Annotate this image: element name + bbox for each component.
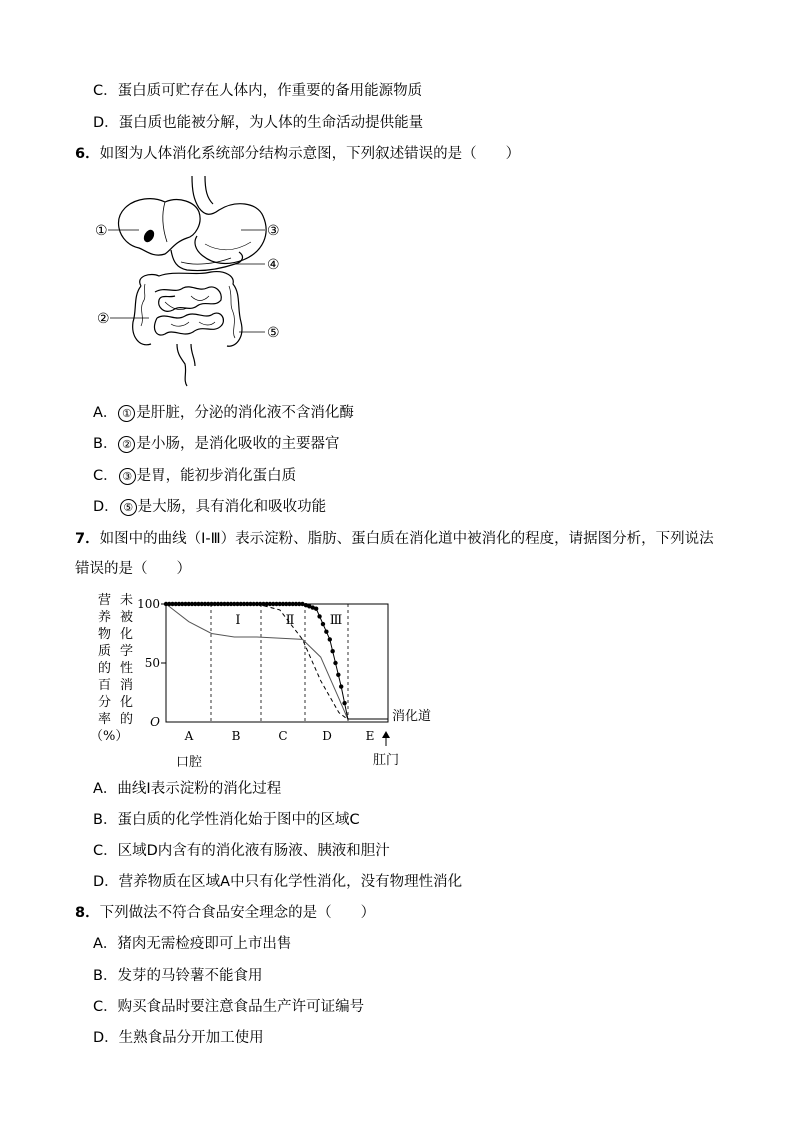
option-text: 是胃，能初步消化蛋白质: [136, 468, 297, 484]
x-axis-label: 消化道: [392, 709, 432, 724]
q7-number: 7．: [75, 531, 100, 547]
y-label-inner-char: 的: [120, 712, 134, 727]
y-tick-label: O: [150, 715, 160, 729]
curve-label-1: Ⅰ: [235, 613, 241, 628]
x-category-C: C: [278, 729, 288, 743]
y-label-inner-char: 被: [120, 610, 134, 625]
q8-option-d: D．生熟食品分开加工使用: [93, 1030, 264, 1046]
circled-number-3: ③: [119, 468, 136, 485]
y-tick-label: 100: [137, 597, 160, 611]
figure-label-1: ①: [95, 223, 108, 239]
option-text: 是小肠，是消化吸收的主要器官: [136, 436, 340, 452]
option-prefix: B．: [93, 436, 118, 452]
curve-dot: [330, 649, 334, 653]
q6-option-b: [93, 434, 339, 454]
q8-stem-text: 下列做法不符合食品安全理念的是（ ）: [99, 905, 376, 921]
q8-option-b: B．发芽的马铃薯不能食用: [93, 968, 263, 984]
curve-dot: [336, 673, 340, 677]
y-label-inner-char: 化: [120, 627, 134, 642]
curve-1: [166, 604, 348, 720]
curve-label-3: Ⅲ: [329, 613, 343, 628]
curve-label-2: Ⅱ: [285, 613, 295, 628]
curve-dot: [314, 607, 318, 611]
y-label-inner-char: 消: [120, 678, 134, 693]
y-label-outer-char: 百: [98, 678, 112, 693]
q7-stem-line1: [75, 529, 714, 549]
x-category-B: B: [231, 729, 241, 743]
curve-dot: [328, 637, 332, 641]
q5-option-c: C．蛋白质可贮存在人体内，作重要的备用能源物质: [93, 83, 423, 99]
y-axis-label-inner: [120, 592, 133, 727]
q6-stem: [75, 144, 520, 164]
q6-option-c: [93, 466, 296, 486]
q6-option-a: [93, 403, 354, 423]
q6-stem-text: 如图为人体消化系统部分结构示意图，下列叙述错误的是（ ）: [99, 146, 521, 162]
region-dividers: [211, 604, 348, 722]
y-label-outer-char: 率: [98, 712, 112, 727]
q7-option-a: A．曲线Ⅰ表示淀粉的消化过程: [93, 781, 282, 797]
curve-dot: [324, 630, 328, 634]
y-label-outer-char: 养: [98, 610, 112, 625]
figure-label-2: ②: [97, 311, 110, 327]
y-label-outer-char: 质: [98, 644, 112, 659]
curve-3: [166, 604, 348, 720]
x-category-D: D: [322, 729, 332, 743]
mouth-label: 口腔: [175, 755, 203, 770]
figure-label-5: ⑤: [267, 325, 280, 341]
q6-number: 6．: [75, 146, 100, 162]
q8-stem: [75, 903, 375, 923]
plot-frame: [166, 604, 388, 722]
option-text: 是大肠，具有消化和吸收功能: [137, 499, 327, 515]
q8-number: 8．: [75, 905, 100, 921]
y-tick-label: 50: [144, 656, 160, 670]
y-label-outer-char: 物: [98, 627, 112, 642]
x-categories: [184, 729, 375, 743]
q7-option-c: C．区域D内含有的消化液有肠液、胰液和胆汁: [93, 843, 390, 859]
q8-option-c: C．购买食品时要注意食品生产许可证编号: [93, 999, 365, 1015]
y-label-outer-char: 营: [98, 593, 112, 608]
option-prefix: A．: [93, 405, 118, 421]
x-category-A: A: [184, 729, 194, 743]
y-label-outer-char: 分: [98, 695, 112, 710]
y-label-outer-char: （%）: [90, 729, 129, 744]
digestion-curve-chart: [90, 588, 450, 770]
curve-labels: [235, 613, 342, 628]
anus-arrow-head: [382, 731, 390, 738]
q7-option-b: B．蛋白质的化学性消化始于图中的区域C: [93, 812, 360, 828]
y-label-inner-char: 学: [120, 644, 134, 659]
curves: [164, 602, 348, 720]
y-label-outer-char: 的: [98, 661, 112, 676]
curve-dot: [333, 661, 337, 665]
curve-dot: [339, 684, 343, 688]
curve-2: [166, 604, 348, 720]
y-label-inner-char: 未: [120, 593, 134, 608]
q7-stem-text: 如图中的曲线（Ⅰ-Ⅲ）表示淀粉、脂肪、蛋白质在消化道中被消化的程度，请据图分析，下列说法: [99, 531, 714, 547]
option-prefix: C．: [93, 468, 118, 484]
figure-label-3: ③: [267, 223, 280, 239]
y-label-inner-char: 性: [120, 661, 134, 676]
curve-dot: [321, 622, 325, 626]
option-prefix: D．: [93, 499, 119, 515]
x-category-E: E: [365, 729, 375, 743]
circled-number-2: ②: [118, 436, 135, 453]
y-ticks: [137, 597, 166, 729]
axis-extras: [176, 708, 431, 770]
q7-option-d: D．营养物质在区域A中只有化学性消化，没有物理性消化: [93, 874, 463, 890]
q6-option-d: [93, 497, 326, 517]
digestive-system-figure: [95, 172, 295, 394]
q8-option-a: A．猪肉无需检疫即可上市出售: [93, 936, 292, 952]
curve-dot: [342, 701, 346, 705]
circled-number-5: ⑤: [120, 499, 137, 516]
circled-number-1: ①: [118, 405, 135, 422]
q7-stem-line2: 错误的是（ ）: [75, 561, 191, 577]
q5-option-d: D．蛋白质也能被分解，为人体的生命活动提供能量: [93, 115, 424, 131]
anus-label: 肛门: [372, 753, 400, 768]
figure-label-4: ④: [267, 257, 280, 273]
y-label-inner-char: 化: [120, 695, 134, 710]
curve-dot: [317, 614, 321, 618]
option-text: 是肝脏，分泌的消化液不含消化酶: [136, 405, 354, 421]
